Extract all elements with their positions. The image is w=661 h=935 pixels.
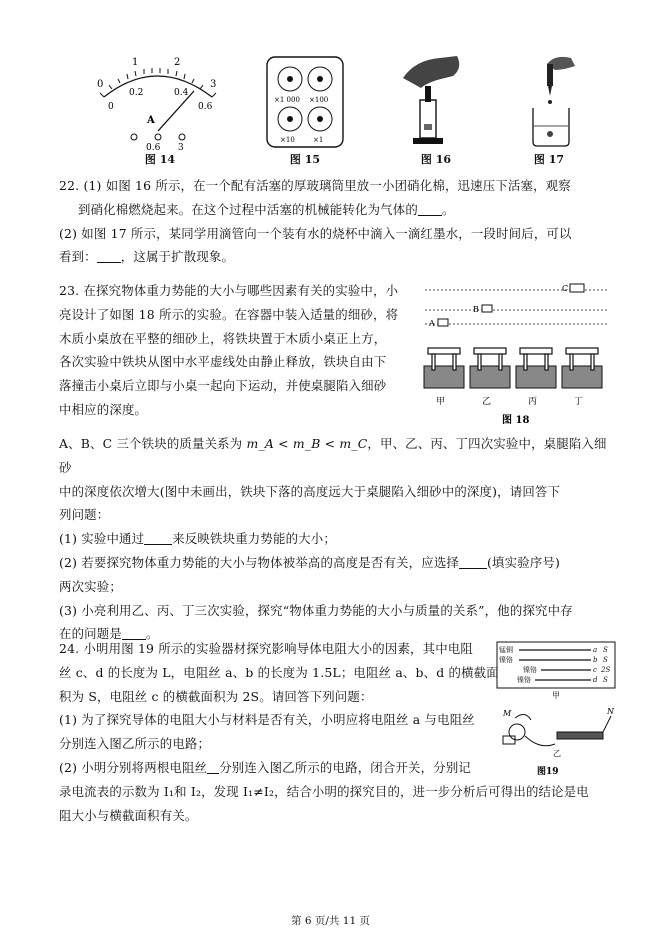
q22-line: 看到： ，这属于扩散现象。 bbox=[59, 249, 235, 265]
q23-line: 在的问题是 。 bbox=[59, 626, 159, 642]
multiplier-label: ×10 bbox=[280, 136, 295, 144]
multiplier-label: ×1 bbox=[313, 136, 324, 144]
scale-label: 0.4 bbox=[174, 88, 189, 98]
subfig-label: 甲 bbox=[552, 691, 560, 700]
wire-id: d bbox=[593, 676, 598, 684]
q24-line: 24. 小明用图 19 所示的实验器材探究影响导体电阻大小的因素，其中电阻 bbox=[59, 641, 474, 656]
point-label: M bbox=[503, 709, 512, 718]
answer-blank[interactable] bbox=[418, 203, 442, 216]
scale-label: 1 bbox=[132, 57, 139, 68]
block-label: C bbox=[562, 284, 569, 293]
question-23-intro bbox=[59, 279, 419, 422]
scale-label: 0 bbox=[97, 79, 104, 90]
battery-icon bbox=[503, 736, 515, 744]
q24-line: 录电流表的示数为 I₁和 I₂，发现 I₁≠I₂，结合小明的探究目的，进一步分析后可得出的结论是电 bbox=[59, 783, 589, 799]
q24-line: 丝 c、d 的长度为 L，电阻丝 a、b 的长度为 1.5L；电阻丝 a、b、d 的横截面 bbox=[59, 664, 499, 680]
q24-line: 分别连入图乙所示的电路； bbox=[59, 736, 211, 752]
scale-label: 0 bbox=[108, 102, 114, 112]
q24-line: 阻大小与横截面积有关。 bbox=[59, 807, 198, 823]
q22-line: 22. (1) 如图 16 所示，在一个配有活塞的厚玻璃筒里放一小团硝化棉，迅速压下活塞，观察 bbox=[59, 178, 571, 193]
resistance-box-figure bbox=[265, 55, 345, 150]
terminal-label: 0.6 bbox=[146, 143, 161, 152]
figure-caption: 图 15 bbox=[289, 153, 321, 166]
figure-caption: 图19 bbox=[537, 767, 559, 777]
q22-line: 到硝化棉燃烧起来。在这个过程中活塞的机械能转化为气体的 。 bbox=[78, 201, 455, 217]
answer-blank[interactable] bbox=[207, 761, 219, 774]
wire-board-icon bbox=[557, 732, 603, 739]
wire-area: S bbox=[603, 676, 608, 684]
panel-label: 乙 bbox=[482, 397, 492, 407]
block-label: A bbox=[429, 319, 435, 328]
wire-material: 锰铜 bbox=[499, 646, 513, 654]
figure-caption: 图 18 bbox=[502, 415, 530, 426]
ammeter-dial-figure bbox=[92, 57, 222, 152]
terminal-minus-icon bbox=[131, 134, 137, 140]
sand-table-figure bbox=[420, 278, 610, 428]
scale-label: 3 bbox=[210, 79, 217, 90]
wire-material: 镍铬 bbox=[517, 676, 531, 684]
scale-label: 0.6 bbox=[198, 102, 213, 112]
scale-label: 2 bbox=[174, 57, 181, 68]
answer-blank[interactable] bbox=[144, 532, 172, 545]
q23-line: 亮设计了如图 18 所示的实验。在容器中装入适量的细砂，将 bbox=[59, 306, 399, 322]
unit-label: A bbox=[147, 115, 155, 126]
q24-subq-2: (2) 小明分别将两根电阻丝 分别连入图乙所示的电路，闭合开关，分别记 bbox=[59, 760, 472, 775]
mass-relation: m_A < m_B < m_C bbox=[246, 436, 368, 451]
multiplier-label: ×100 bbox=[309, 96, 329, 104]
figure-caption: 图 17 bbox=[533, 153, 565, 166]
q23-subq-3: (3) 小亮利用乙、丙、丁三次实验，探究“物体重力势能的大小与质量的关系”，他的探究中存 bbox=[59, 602, 573, 618]
q23-line: 列问题： bbox=[59, 507, 110, 523]
panel-label: 甲 bbox=[436, 397, 446, 407]
multiplier-label: ×1 000 bbox=[274, 96, 300, 104]
terminal-icon bbox=[179, 134, 185, 140]
question-22 bbox=[59, 174, 619, 269]
figure-row bbox=[0, 45, 661, 170]
wire-id: c bbox=[593, 666, 597, 674]
answer-blank[interactable] bbox=[97, 250, 121, 263]
q23-line: 中相应的深度。 bbox=[59, 401, 148, 417]
terminal-icon bbox=[155, 134, 161, 140]
ammeter-icon bbox=[509, 724, 525, 740]
wire-material: 镍铬 bbox=[499, 656, 513, 664]
wire-area: S bbox=[603, 646, 608, 654]
q23-subq-1: (1) 实验中通过 来反映铁块重力势能的大小； bbox=[59, 531, 336, 547]
q23-line: 中的深度依次增大(图中未画出，铁块下落的高度远大于桌腿陷入细砂中的深度)，请回答下 bbox=[59, 483, 561, 499]
question-23-body bbox=[59, 432, 619, 646]
q22-line: (2) 如图 17 所示，某同学用滴管向一个装有水的烧杯中滴入一滴红墨水，一段时间后，可以 bbox=[59, 225, 572, 241]
terminal-label: 3 bbox=[178, 143, 184, 152]
answer-blank[interactable] bbox=[459, 556, 487, 569]
q23-line: A、B、C 三个铁块的质量关系为 m_A < m_B < m_C，甲、乙、丙、丁四次实验中，桌腿陷入细砂 bbox=[59, 436, 607, 475]
figure-caption: 图 16 bbox=[420, 153, 452, 166]
q23-line: 23. 在探究物体重力势能的大小与哪些因素有关的实验中，小 bbox=[59, 283, 399, 298]
panel-label: 丙 bbox=[528, 397, 538, 407]
wire-area: S bbox=[603, 656, 608, 664]
scale-label: 0.2 bbox=[129, 88, 144, 98]
dropper-beaker-figure bbox=[525, 50, 585, 150]
wire-id: b bbox=[593, 656, 598, 664]
q24-subq-1: (1) 为了探究导体的电阻大小与材料是否有关，小明应将电阻丝 a 与电阻丝 bbox=[59, 712, 475, 728]
page-footer: 第 6 页/共 11 页 bbox=[291, 915, 370, 927]
question-24-intro bbox=[59, 637, 499, 756]
piston-cylinder-figure bbox=[395, 50, 470, 150]
wire-material: 镍铬 bbox=[523, 666, 537, 674]
q23-line: 各次实验中铁块从图中水平虚线处由静止释放，铁块自由下 bbox=[59, 354, 387, 370]
panel-label: 丁 bbox=[574, 397, 584, 407]
block-label: B bbox=[473, 305, 479, 314]
q24-line: 积为 S，电阻丝 c 的横截面积为 2S。请回答下列问题： bbox=[59, 688, 373, 704]
point-label: N bbox=[607, 707, 614, 716]
q23-line: 两次实验； bbox=[59, 578, 122, 594]
q23-line: 木质小桌放在平整的细砂上，将铁块置于木质小桌正上方， bbox=[59, 330, 387, 346]
wire-id: a bbox=[593, 646, 598, 654]
subfig-label: 乙 bbox=[553, 749, 561, 758]
q23-subq-2: (2) 若要探究物体重力势能的大小与物体被举高的高度是否有关，应选择 (填实验序号) bbox=[59, 554, 561, 570]
question-24-body bbox=[59, 756, 619, 827]
wire-area: 2S bbox=[601, 666, 611, 674]
q23-line: 落撞击小桌后立即与小桌一起向下运动，并使桌腿陷入细砂 bbox=[59, 378, 387, 394]
figure-caption: 图 14 bbox=[144, 153, 176, 166]
